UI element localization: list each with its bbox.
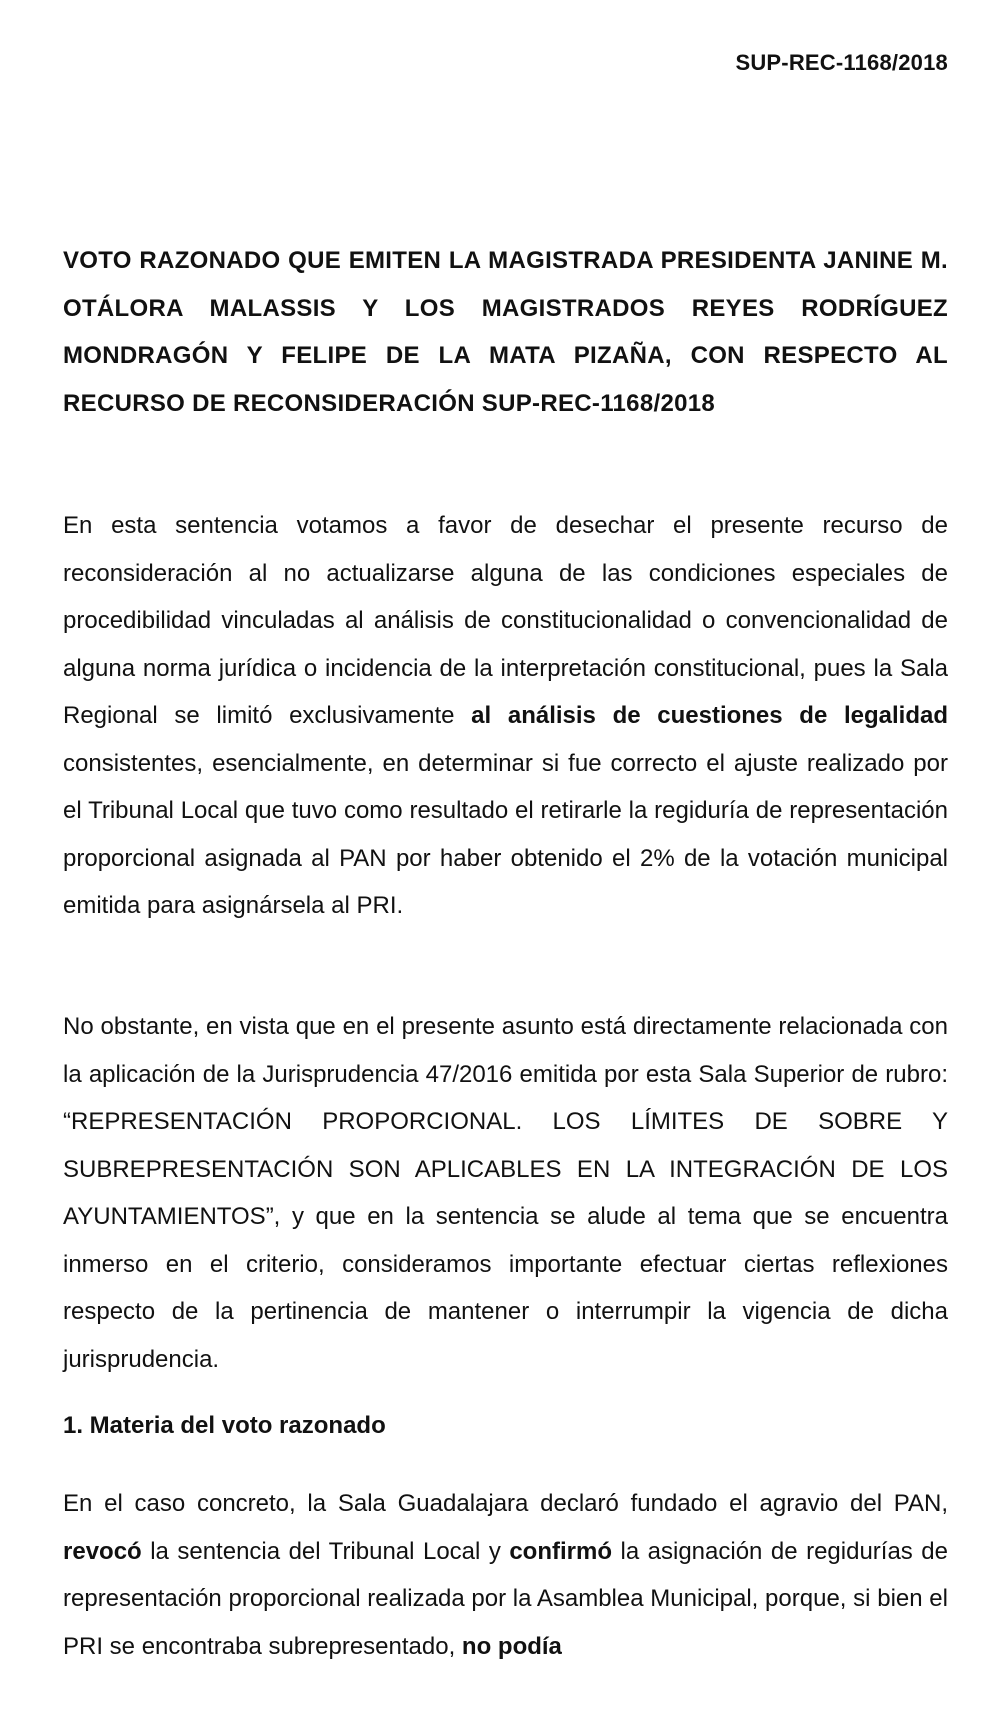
paragraph-caso-bold-revoco: revocó: [63, 1537, 142, 1565]
paragraph-intro: [63, 502, 948, 930]
paragraph-caso-text-1: En el caso concreto, la Sala Guadalajara declaró fundado el agravio del PAN,: [63, 1490, 948, 1517]
paragraph-intro-bold-legalidad: al análisis de cuestiones de legalidad: [471, 702, 948, 729]
section-heading-materia: 1. Materia del voto razonado: [63, 1412, 386, 1439]
document-title: VOTO RAZONADO QUE EMITEN LA MAGISTRADA PRESIDENTA JANINE M. OTÁLORA MALASSIS Y LOS MAGISTRADOS REYES RODRÍGUEZ MONDRAGÓN Y FELIPE DE LA MATA PIZAÑA, CON RESPECTO AL RECURSO DE RECONSIDERACIÓN SUP-REC-1168/2018: [63, 247, 948, 417]
paragraph-jurisprudencia: No obstante, en vista que en el presente asunto está directamente relacionada con la aplicación de la Jurisprudencia 47/2016 emitida por esta Sala Superior de rubro: “REPRESENTACIÓN PROPORCIONAL. LOS LÍMITES DE SOBRE Y SUBREPRESENTACIÓN SON APLICABLES EN LA INTEGRACIÓN DE LOS AYUNTAMIENTOS”, y que en la sentencia se alude al tema que se encuentra inmerso en el criterio, consideramos importante efectuar ciertas reflexiones respecto de la pertinencia de mantener o interrumpir la vigencia de dicha jurisprudencia.: [63, 1013, 948, 1373]
case-number-header: SUP-REC-1168/2018: [735, 50, 948, 75]
paragraph-caso-bold-confirmo: confirmó: [509, 1537, 612, 1565]
paragraph-intro-text-2: consistentes, esencialmente, en determinar si fue correcto el ajuste realizado por el Tribunal Local que tuvo como resultado el retirarle la regiduría de representación proporcional asignada al PAN por haber obtenido el 2% de la votación municipal emitida para asignársela al PRI.: [63, 749, 948, 919]
paragraph-caso-text-2: la sentencia del Tribunal Local y: [141, 1537, 510, 1565]
paragraph-caso-concreto: [63, 1480, 948, 1670]
paragraph-intro-text-1: En esta sentencia votamos a favor de desechar el presente recurso de reconsideración al no actualizarse alguna de las condiciones especiales de procedibilidad vinculadas al análisis de constitucionalidad o convencionalidad de alguna norma jurídica o incidencia de la interpretación constitucional, pues la Sala Regional se limitó exclusivamente: [63, 512, 948, 729]
paragraph-caso-bold-no-podia: no podía: [461, 1632, 562, 1660]
paragraph-caso-text-3: la asignación de regidurías de representación proporcional realizada por la Asamblea Municipal, porque, si bien el PRI se encontraba subrepresentado,: [63, 1537, 948, 1660]
